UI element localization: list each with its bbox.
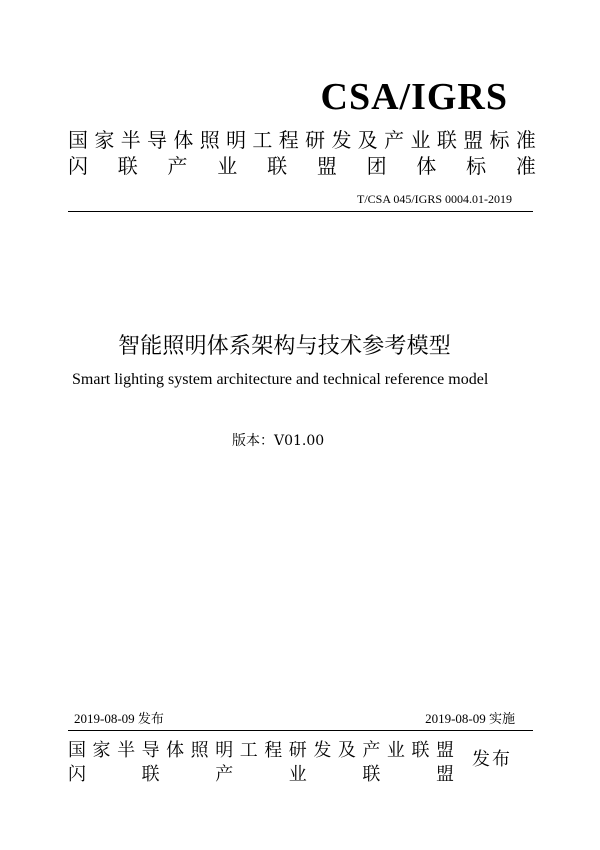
header-divider	[68, 211, 533, 212]
issuer-line-1-char: 联	[411, 740, 430, 761]
org-line-2-char: 联	[267, 154, 288, 178]
org-line-1-char: 程	[278, 128, 299, 152]
org-line-2-char: 闪	[68, 154, 88, 178]
issued-label: 发布	[472, 749, 512, 770]
issuer-line-1-char: 国	[68, 740, 86, 761]
csa-igrs-logo: CSA/IGRS	[320, 76, 508, 118]
issuer-line-1-char: 导	[141, 740, 160, 761]
org-line-1-char: 产	[384, 128, 405, 152]
org-line-2-char: 产	[167, 154, 188, 178]
org-line-1-char: 国	[68, 128, 88, 152]
org-line-1-char: 准	[515, 128, 536, 152]
issuer-line-1-char: 体	[166, 740, 185, 761]
standard-code: T/CSA 045/IGRS 0004.01-2019	[356, 192, 512, 206]
org-line-2-char: 业	[217, 154, 238, 178]
issuer-line-2-char: 联	[141, 764, 160, 785]
issuer-line-2-char: 盟	[435, 764, 454, 785]
issuer-line-1-char: 发	[313, 740, 332, 761]
org-line-1-char: 体	[173, 128, 194, 152]
issuer-line-1-char: 产	[362, 740, 381, 761]
issuer-line-1-char: 及	[337, 740, 356, 761]
issuer-line-2	[68, 764, 454, 786]
org-line-1-char: 照	[199, 128, 220, 152]
issuer-line-1-char: 盟	[435, 740, 454, 761]
issuer-line-2-char: 业	[288, 764, 307, 785]
issuer-line-1-char: 业	[386, 740, 405, 761]
issuer-line-1-char: 家	[92, 740, 111, 761]
org-line-1-char: 及	[357, 128, 378, 152]
org-line-2	[68, 154, 536, 178]
title-english: Smart lighting system architecture and technical reference model	[72, 371, 489, 388]
org-line-1-char: 盟	[463, 128, 484, 152]
org-line-2-char: 标	[466, 154, 487, 178]
org-line-1-char: 业	[410, 128, 431, 152]
org-line-2-char: 体	[416, 154, 437, 178]
implement-date: 2019-08-09 实施	[425, 711, 515, 726]
org-line-1-char: 半	[120, 128, 141, 152]
org-line-1-char: 家	[94, 128, 115, 152]
issuer-line-2-char: 闪	[68, 764, 86, 785]
org-line-1-char: 发	[331, 128, 352, 152]
org-line-1-char: 标	[489, 128, 510, 152]
issuer-line-1-char: 半	[117, 740, 136, 761]
issuer-line-1-char: 明	[215, 740, 234, 761]
org-line-1-char: 研	[305, 128, 326, 152]
org-line-2-char: 联	[117, 154, 138, 178]
issuer-line-1-char: 程	[264, 740, 283, 761]
org-line-1-char: 工	[252, 128, 273, 152]
issuer-line-2-char: 联	[362, 764, 381, 785]
footer-divider	[68, 730, 533, 731]
org-line-1-char: 导	[147, 128, 168, 152]
org-line-1-char: 联	[436, 128, 457, 152]
issuer-line-1	[68, 740, 454, 762]
title-chinese: 智能照明体系架构与技术参考模型	[118, 334, 452, 359]
issuer-line-1-char: 照	[190, 740, 209, 761]
version-label: 版本：V01.00	[232, 433, 325, 449]
org-line-1-char: 明	[226, 128, 247, 152]
issuer-line-1-char: 研	[288, 740, 307, 761]
org-line-2-char: 准	[515, 154, 536, 178]
publish-date: 2019-08-09 发布	[74, 711, 164, 726]
issuer-line-2-char: 产	[215, 764, 234, 785]
org-line-1	[68, 128, 536, 152]
issuer-line-1-char: 工	[239, 740, 258, 761]
org-line-2-char: 盟	[316, 154, 337, 178]
org-line-2-char: 团	[366, 154, 387, 178]
